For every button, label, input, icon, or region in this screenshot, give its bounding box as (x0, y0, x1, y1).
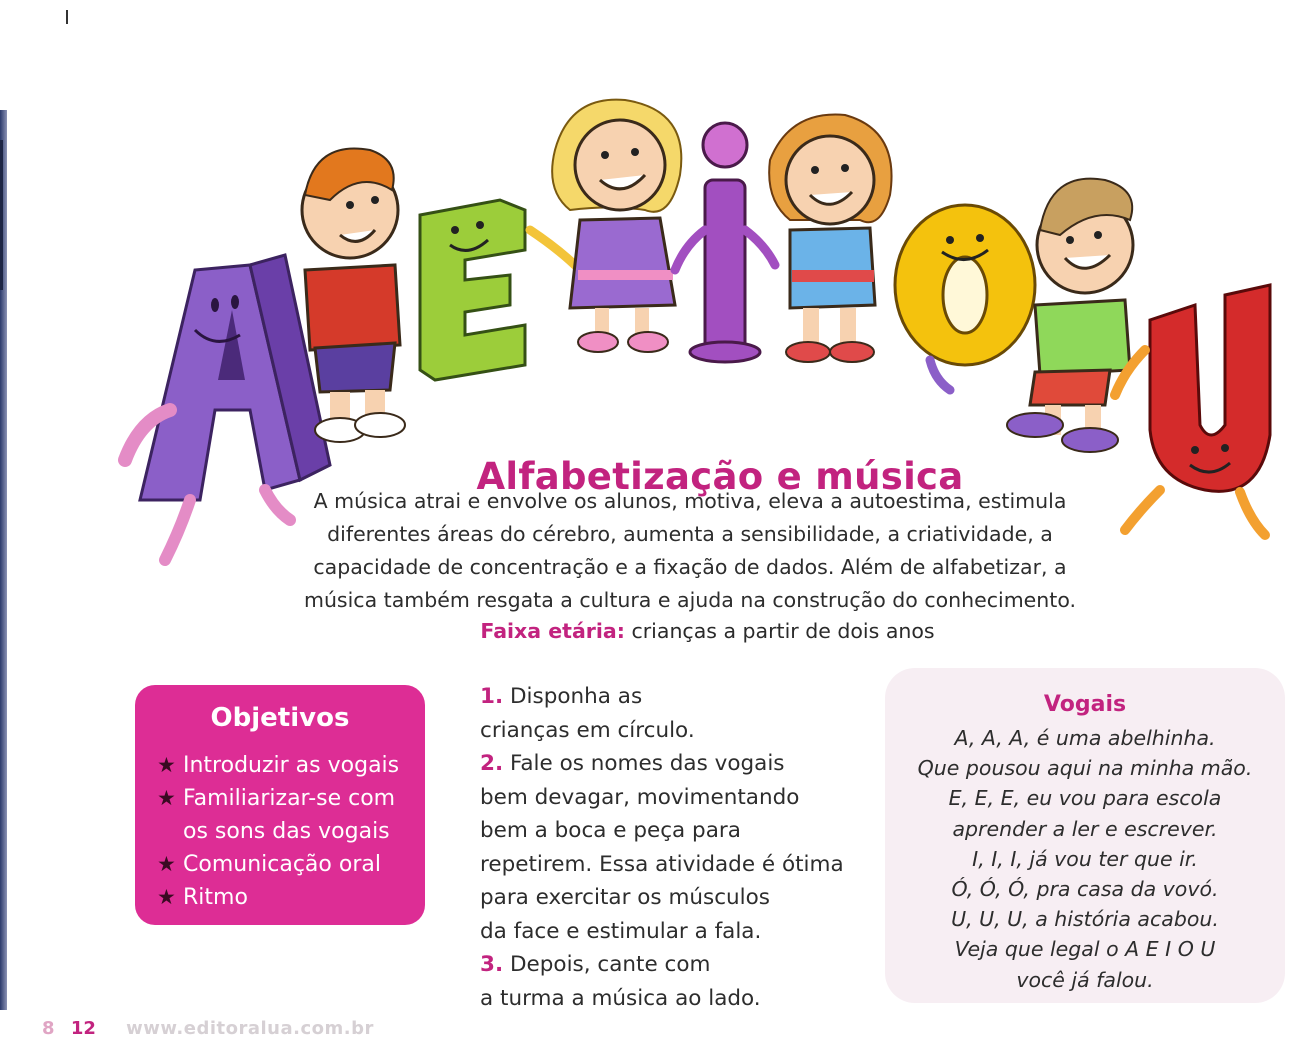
step-text: repetirem. Essa atividade é ótima (480, 851, 844, 877)
activity-steps (480, 680, 860, 1015)
objective-item (157, 881, 399, 914)
step-text: a turma a música ao lado. (480, 985, 761, 1011)
star-spacer (157, 815, 183, 848)
objectives-box (135, 685, 425, 925)
objective-text: Comunicação oral (183, 852, 381, 877)
star-icon: ★ (157, 852, 176, 876)
age-range-label: Faixa etária: (480, 619, 625, 643)
objectives-heading: Objetivos (210, 703, 350, 733)
publisher-url: www.editoralua.com.br (126, 1018, 374, 1039)
intro-line: capacidade de concentração e a fixação de dados. Além de alfabetizar, a (313, 555, 1067, 579)
girl-blue-shirt (769, 115, 891, 362)
objective-item (157, 848, 399, 881)
page-number: 12 (70, 1018, 96, 1039)
step-text: da face e estimular a fala. (480, 918, 762, 944)
lyric-line: A, A, A, é uma abelhinha. (954, 726, 1216, 750)
lyric-line: Veja que legal o A E I O U (954, 937, 1216, 962)
star-icon: ★ (157, 753, 176, 777)
objective-text: Introduzir as vogais (183, 753, 400, 778)
footer-mark: 8 (42, 1018, 55, 1039)
step-number: 3. (480, 952, 504, 977)
lyric-line: E, E, E, eu vou para escola (948, 786, 1222, 811)
page-title: Alfabetização e música (476, 454, 964, 498)
song-verse (885, 723, 1285, 995)
objective-item (157, 815, 399, 848)
step-3 (480, 948, 860, 982)
step-text: para exercitar os músculos (480, 885, 770, 910)
age-range (275, 619, 1140, 643)
song-title: Vogais (1043, 692, 1127, 717)
step-text: Depois, cante com (509, 952, 711, 977)
boy-red-shirt (302, 148, 405, 442)
intro-line: A música atrai e envolve os alunos, motiva, eleva a autoestima, estimula (313, 489, 1067, 513)
crop-mark (66, 10, 68, 24)
step-number: 2. (480, 751, 504, 776)
lyric-line: aprender a ler e escrever. (952, 816, 1218, 841)
step-text: bem a boca e peça para (480, 818, 741, 843)
intro-line: música também resgata a cultura e ajuda na construção do conhecimento. (303, 588, 1077, 612)
lyric-line: Que pousou aqui na minha mão. (917, 756, 1253, 781)
girl-purple-dress (552, 100, 681, 352)
lyric-line: você já falou. (1016, 967, 1154, 992)
page-footer (42, 1018, 374, 1039)
star-icon: ★ (157, 786, 176, 810)
lyric-line: I, I, I, já vou ter que ir. (972, 846, 1198, 871)
age-range-value: crianças a partir de dois anos (631, 619, 935, 643)
objective-text: Ritmo (183, 885, 248, 910)
step-text: bem devagar, movimentando (480, 784, 800, 810)
lyric-line: U, U, U, a história acabou. (951, 907, 1219, 932)
objectives-list (157, 749, 399, 914)
objective-item (157, 749, 399, 782)
letter-i-character (675, 123, 775, 362)
letter-e-character (420, 200, 580, 380)
objective-text: Familiarizar-se com (183, 786, 396, 811)
song-lyrics-box (885, 668, 1285, 1003)
step-text: Disponha as (509, 684, 643, 709)
step-text: crianças em círculo. (480, 717, 695, 743)
step-number: 1. (480, 684, 504, 709)
intro-paragraph (275, 485, 1105, 617)
intro-line: diferentes áreas do cérebro, aumenta a sensibilidade, a criatividade, a (327, 522, 1053, 546)
binding-edge-dark (0, 140, 3, 290)
star-icon: ★ (157, 885, 176, 909)
letter-u-character (1115, 285, 1270, 535)
lyric-line: Ó, Ó, Ó, pra casa da vovó. (951, 877, 1219, 902)
letter-o-character (895, 205, 1035, 390)
step-text: Fale os nomes das vogais (509, 751, 785, 776)
step-2 (480, 747, 860, 781)
step-1 (480, 680, 860, 714)
objective-item (157, 782, 399, 815)
objective-text: os sons das vogais (183, 819, 390, 844)
